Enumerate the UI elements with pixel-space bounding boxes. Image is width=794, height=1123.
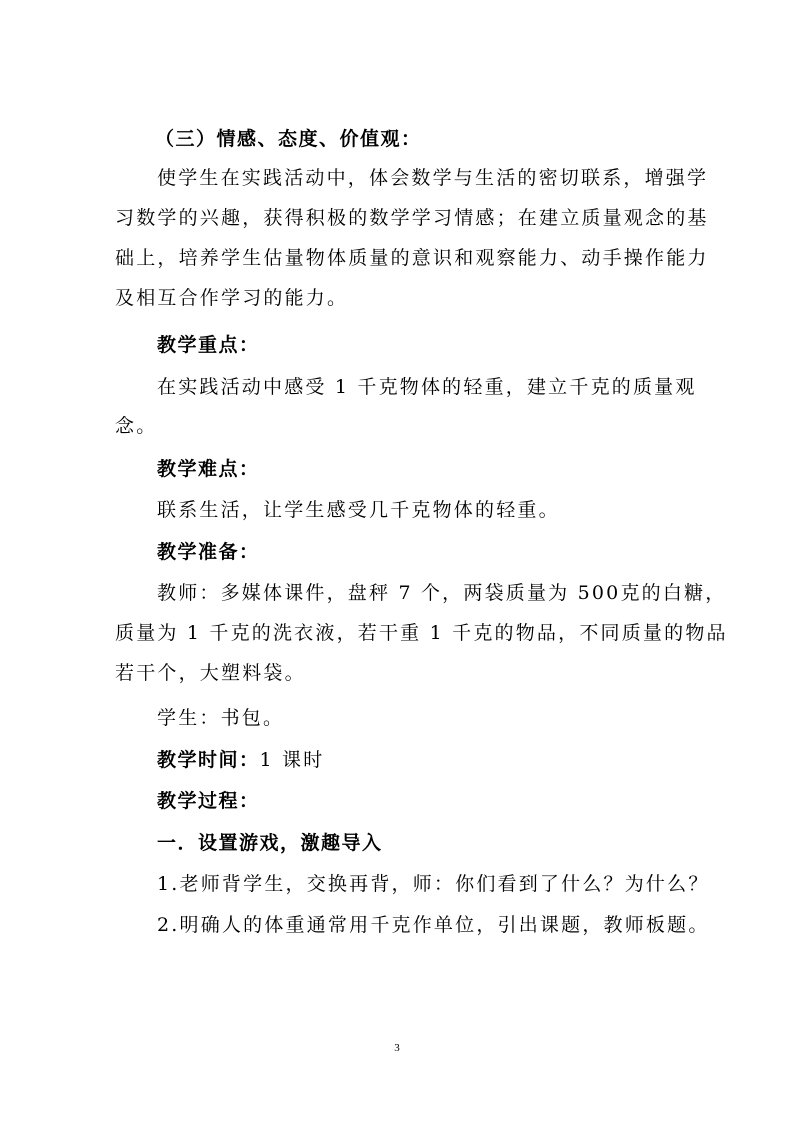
teaching-time-label: 教学时间：	[157, 749, 260, 771]
preparation-line: 教师：多媒体课件，盘秤 7 个，两袋质量为 500克的白糖，	[157, 582, 727, 604]
step-line: 1.老师背学生，交换再背，师：你们看到了什么？为什么？	[157, 873, 710, 895]
difficulty-line: 联系生活，让学生感受几千克物体的轻重。	[157, 499, 560, 521]
page-number: 3	[394, 1042, 400, 1054]
preparation-heading: 教学准备：	[157, 541, 260, 563]
paragraph-line: 使学生在实践活动中，体会数学与生活的密切联系，增强学	[157, 167, 709, 189]
section-heading: （三）情感、态度、价值观：	[155, 128, 422, 150]
key-points-line: 在实践活动中感受 1 千克物体的轻重，建立千克的质量观	[157, 376, 697, 398]
teaching-time-value: 1 课时	[259, 749, 325, 771]
key-points-line: 念。	[115, 415, 158, 437]
process-heading: 教学过程：	[157, 790, 260, 812]
paragraph-line: 及相互合作学习的能力。	[115, 287, 349, 309]
preparation-line: 若干个，大塑料袋。	[115, 662, 306, 684]
paragraph-line: 础上，培养学生估量物体质量的意识和观察能力、动手操作能力	[115, 247, 709, 269]
step-one-heading: 一．设置游戏，激趣导入	[157, 832, 383, 854]
step-line: 2.明确人的体重通常用千克作单位，引出课题，教师板题。	[157, 914, 710, 936]
student-line: 学生：书包。	[157, 707, 285, 729]
preparation-line: 质量为 1 千克的洗衣液，若干重 1 千克的物品，不同质量的物品	[115, 622, 728, 644]
paragraph-line: 习数学的兴趣，获得积极的数学学习情感；在建立质量观念的基	[115, 207, 709, 229]
key-points-heading: 教学重点：	[157, 334, 260, 356]
difficulty-heading: 教学难点：	[157, 458, 260, 480]
teaching-time	[157, 748, 717, 772]
